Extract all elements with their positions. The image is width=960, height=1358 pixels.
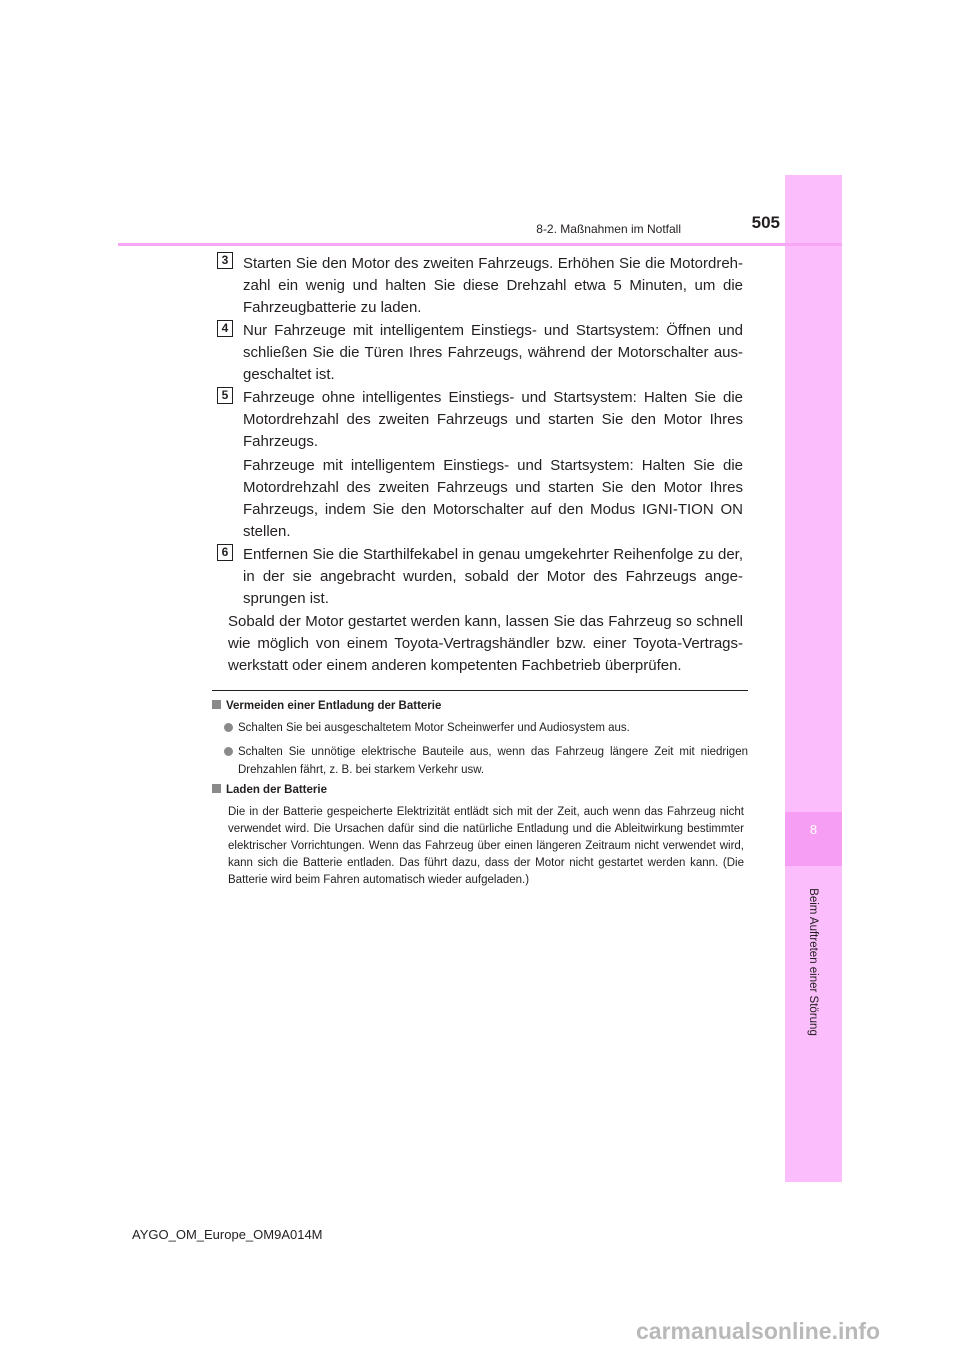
document-code: AYGO_OM_Europe_OM9A014M: [132, 1227, 323, 1242]
step-text-5b: Fahrzeuge mit intelligentem Einstiegs- und Startsystem: Halten Sie die Motordrehzahl des zweiten Fahrzeugs und starten Sie den Motor Ihres Fahrzeugs, indem Sie den Motorschalter auf den Modus IGNI-TION ON stellen.: [243, 457, 743, 540]
note-bullet: [224, 719, 748, 737]
step-text-4: Nur Fahrzeuge mit intelligentem Einstiegs- und Startsystem: Öffnen und schließen Sie die Türen Ihres Fahrzeugs, während der Motorschalter aus-geschaltet ist.: [243, 322, 743, 383]
page-number: 505: [751, 213, 780, 232]
watermark: carmanualsonline.info: [636, 1318, 881, 1344]
note-bullet: [224, 743, 748, 779]
step-number-5: 5: [217, 387, 233, 404]
note-heading-charging-text: Laden der Batterie: [226, 784, 327, 796]
note-heading-charging: [212, 783, 327, 798]
step-text-3: Starten Sie den Motor des zweiten Fahrzeugs. Erhöhen Sie die Motordreh-zahl ein wenig und halten Sie diese Drehzahl etwa 5 Minuten, um die Fahrzeugbatterie zu laden.: [243, 255, 743, 316]
note-bullet-text: Schalten Sie bei ausgeschaltetem Motor Scheinwerfer und Audiosystem aus.: [238, 722, 630, 734]
chapter-title: Beim Auftreten einer Störung: [807, 888, 819, 1036]
closing-paragraph: Sobald der Motor gestartet werden kann, lassen Sie das Fahrzeug so schnell wie möglich von einem Toyota-Vertragshändler bzw. einer Toyota-Vertrags-werkstatt oder einem anderen kompetenten Fachbetrieb überprüfen.: [228, 613, 743, 674]
step-number-3: 3: [217, 252, 233, 269]
circle-bullet-icon: [224, 723, 233, 732]
square-bullet-icon: [212, 700, 221, 709]
step-text-5a: Fahrzeuge ohne intelligentes Einstiegs- und Startsystem: Halten Sie die Motordrehzahl des zweiten Fahrzeugs und starten Sie den Motor Ihres Fahrzeugs.: [243, 389, 743, 450]
note-bullet-text: Schalten Sie unnötige elektrische Bauteile aus, wenn das Fahrzeug längere Zeit mit niedrigen Drehzahlen fährt, z. B. bei starkem Verkehr usw.: [238, 746, 748, 776]
chapter-number: 8: [809, 822, 818, 837]
note-charging-text: Die in der Batterie gespeicherte Elektrizität entlädt sich mit der Zeit, auch wenn das Fahrzeug nicht verwendet wird. Die Ursachen dafür sind die natürliche Entladung und die Ableitwirkung bestimmter elektrischer Vorrichtungen. Wenn das Fahrzeug über einen längeren Zeitraum nicht verwendet wird, kann sich die Batterie entladen. Das führt dazu, dass der Motor nicht gestartet werden kann. (Die Batterie wird beim Fahren automatisch wieder aufgeladen.): [228, 806, 744, 886]
step-number-6: 6: [217, 544, 233, 561]
notes-divider: [212, 690, 748, 691]
step-text-6: Entfernen Sie die Starthilfekabel in genau umgekehrter Reihenfolge zu der, in der sie angebracht wurden, sobald der Motor des Fahrzeugs ange-sprungen ist.: [243, 546, 743, 607]
section-heading: 8-2. Maßnahmen im Notfall: [536, 222, 681, 236]
chapter-number-box: [785, 812, 842, 866]
note-heading-discharge: [212, 699, 441, 714]
step-number-4: 4: [217, 320, 233, 337]
note-heading-discharge-text: Vermeiden einer Entladung der Batterie: [226, 700, 442, 712]
square-bullet-icon: [212, 784, 221, 793]
circle-bullet-icon: [224, 747, 233, 756]
header-rule: [118, 243, 842, 246]
